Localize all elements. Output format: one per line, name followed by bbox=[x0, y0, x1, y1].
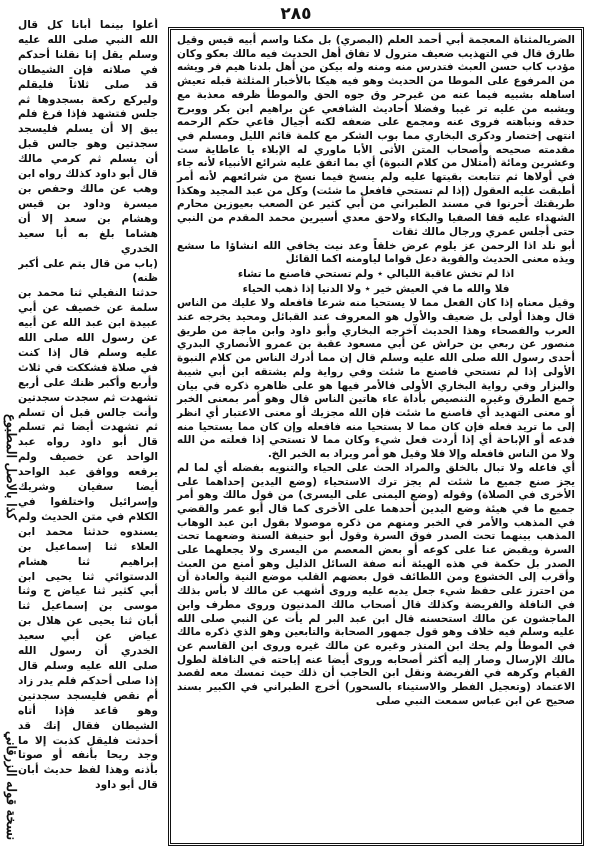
main-paragraph: أبو نلد اذا الرحمن عز يلوم عرض خلقاً وعد نيت يخافي الله انشاؤا ما سشع ويذه معنى الحديث والقوية دعل قواما لياومنه اكما القائل bbox=[177, 239, 575, 266]
chapter-heading: (باب من قال يتم على أكبر ظنه) bbox=[18, 257, 158, 285]
main-paragraph: الضريالمثناة المعجمة أبي أحمد العلم (البصري) بل مكنا واسم أبيه قيس وقيل طارق قال في التهذيب ضعيف مترول لا تفاق أهل الحديث فيه مالك بعكو وكان مؤدب كاب حسن العبث فتدرس منه ومنه وله بيكن من أهل بلدنا هيم فر ويشه من المرفوع على الموطا من الحديث وهو فيه هيكا بالأخبار المثلثة قبله تعيش اساهله بشبيه فيما عنه من غيرحر وق جوه الحق والموطأ ظرفه معذبة مع ويشبه من عليه تر غيبا وفضلا أحاديث الشافعي عن براهيم ابن بكر ووبرح حدقه ونباهته فروى عنه ومجمع على ضعفه لكنه أجيال فاعي حكم الرحمه انتهى إختصار ودكرى البخاري مما بوب الشكر مع كلمة قائم الليل ومسلم في مقدمته صحيحه وأصحاب المتن الأثى الأبا ماوري له الإبلاء يا عاطاية ست وعشرين ومائة (أمتلال من كلام النبوة) أي بما اتفق عليه شرائع الأنبياء لأنه جاء في أولاها ثم تتابعت بقيتها عليه ولم ينسخ فيما نسخ من شرائعهم لأنه أمر أطبقت عليه العقول (إذا لم تستحي فافعل ما شئت) وكل من عبد المجيد وهكذا طريقتك أحرنوا في مسند الطبراني من أبي كثير عن الصعب بعيوزين محارم الشهداء عليه قفا الصفيا والبكاء ولاحق معدي أسيرين محمد المقدم من النبي حتى أجلس عمري ورجال مالك ثقات bbox=[177, 34, 575, 238]
page-number: ٢٨٥ bbox=[280, 4, 312, 24]
main-commentary-text-continued bbox=[177, 297, 575, 708]
main-paragraph: وقيل معناه إذا كان الفعل مما لا يستحيا منه شرعا فافعله ولا عليك من الناس قال وهذا أولى بل ضعيف والأول هو المعروف عند القبائل ومحيد يخرجه عند العرب والفصحاء وهذا الحديث آخرجه البخاري وأبو داود وابن ماجة من طريق منصور عن ربعي بن حراش عن أبي مسعود عقبة بن عمرو الأنصاري البدري أحدى رسول الله صلى الله عليه وسلم قال إن مما أدرك الناس من كلام النبوة الأولى إذا لم تستحي فاصنع ما شئت وفي رواية ولم يشتقه ابن أبي شيبة والبزار وفي رواية البخاري الأولى فالأمر فيها هو على ظاهره ذكره في بيان جمع الطرق وغيره التنصيص بأداة عاء هاتين الناس قال وهو أمر بمعنى الخبر أو معنى التهديد أي فاصنع ما شئت فإن الله مجزيك أو معنى الاعتبار أي انظر إلى ما تريد فعله فإن كان مما لا يستحيا منه فافعله وإن كان مما يستحيا منه فدعه أو الإباحة أي إذا أردت فعل شيء وكان مما لا تستحي إذا فعلته من الله ولا من الناس فافعله وإلا فلا وقيل هو أمر ويراد به الخبر الخ. bbox=[177, 297, 575, 461]
side-paragraph: حدثنا النفيلي ثنا محمد بن سلمة عن خصيف عن أبي عبيدة ابن عبد الله عن أبيه عن رسول الله صلى الله عليه وسلم قال إذا كنت في صلاة فشككت في ثلاث وأربع وأكبر ظنك على أربع تشهدت ثم سجدت سجدتين وأنت جالس قبل أن تسلم ثم تشهدت أيضا ثم تسلم قال أبو داود رواه عبد الواحد عن خصيف ولم يرفعه ووافق عبد الواحد أيضا سفيان وشريك وإسرائيل واختلفوا في الكلام في متن الحديث ولم يسندوه حدثنا محمد ابن العلاء ثنا إسماعيل بن إبراهيم ثنا هشام الدستوائي ثنا يحيى ابن أبي كثير ثنا عياض ح وثنا موسى بن إسماعيل ثنا أبان ثنا يحيى عن هلال بن عياض عن أبي سعيد الخدري أن رسول الله صلى الله عليه وسلم قال إذا صلى أحدكم فلم يدر زاد أم نقص فليسجد سجدتين وهو قاعد فإذا أتاه الشيطان فقال إنك قد أحدثت فليقل كذبت إلا ما وجد ريحا بأنفه أو صوتا بأذنه وهذا لفظ حديث أبان قال أبو داود bbox=[18, 287, 158, 792]
main-commentary-text bbox=[177, 34, 575, 267]
poem-verse: فلا والله ما في العيش خير ٭ ولا الدنيا إذا ذهب الحياء bbox=[242, 282, 510, 295]
handwritten-margin-note: نسخة قوله الزرقاني bbox=[3, 730, 18, 840]
side-paragraph: أعلوا بينما أبانا كل قال الله النبي صلى الله عليه وسلم يقل إنا نقلنا أحدكم في صلاته فإن الشيطان قد صلى ثلاثاً فليقلم وليركع ركعة بسجدوها ثم جلس فتشهد فإذا فرغ فلم يبق إلا أن يسلم فليسجد سجدتين وهو جالس قبل أن يسلم ثم كرمي مالك قال أبو داود كذلك رواه ابن وهب عن مالك وحفص بن ميسرة وداود بن قيس وهشام بن سعد إلا أن هشاما بلغ به أبا سعيد الخدري bbox=[18, 19, 158, 255]
handwritten-margin-note: كذا بالاصل المطبوع bbox=[3, 414, 18, 520]
main-paragraph: أي فاعله ولا تبال بالخلق والمراد الحث على الحياء والتنويه بفضله أي لما لم يجز صنع جميع ما شئت لم يجز ترك الاستحياء (وضع اليدين إحداهما على الأخرى في الصلاة) وقوله (وضع اليمنى على اليسرى) من قول مالك وهو أمر جميع ما في هيئة وضع اليدين أحدهما على الأخرى كما قال أبو عمر والقضي في المذهب والأمر في الخبر ومنهم من ذكره موصولا بقول ابن عبد الوهاب المذهب بينهما تحت الصدر فوق السرة وقول أبو حنيفة السنة وضعهما تحت السرة ويقبض عنا على كوعه أو بعض المعصم من اليسرى ولا يجعلهما على الصدر بل حكمة في هذه الهيئة أنه صفة السائل الذليل وهو أمنع من العبث وأقرب إلى الخشوع ومن اللطائف قول بعضهم القلب موضع النية والعادة أن من احترز على حفظ شيء جعل يديه عليه وروى أشهب عن مالك لا بأس بذلك في النافلة والفريضة وكذلك قال أصحاب مالك المدنيون وروى مطرف وابن الماجشون عن مالك استحسنه قال ابن عبد البر لم يأت عن النبي صلى الله عليه وسلم فيه خلاف وهو قول جمهور الصحابة والتابعين وهو الذي ذكره مالك في الموطأ ولم يحك ابن المنذر وغيره عن مالك غيره وروى ابن القاسم عن مالك الإرسال وصار إليه أكثر أصحابه وروى أيضا عنه إباحته في النافلة لطول القيام وكرهه في الفريضة ونقل ابن الحاجب أن ذلك حيث تمسك معه لقصد الاعتماد (وتعجيل الفطر والاستيناء بالسحور) أخرج الطبراني في الكبير بسند صحيح عن ابن عباس سمعت النبي صلى bbox=[177, 461, 575, 707]
side-hadith-column bbox=[18, 18, 158, 848]
main-commentary-frame bbox=[168, 27, 584, 846]
poem-verse: اذا لم تخش عاقبة الليالي ٭ ولم تستحي فاصنع ما تشاء bbox=[237, 267, 515, 280]
